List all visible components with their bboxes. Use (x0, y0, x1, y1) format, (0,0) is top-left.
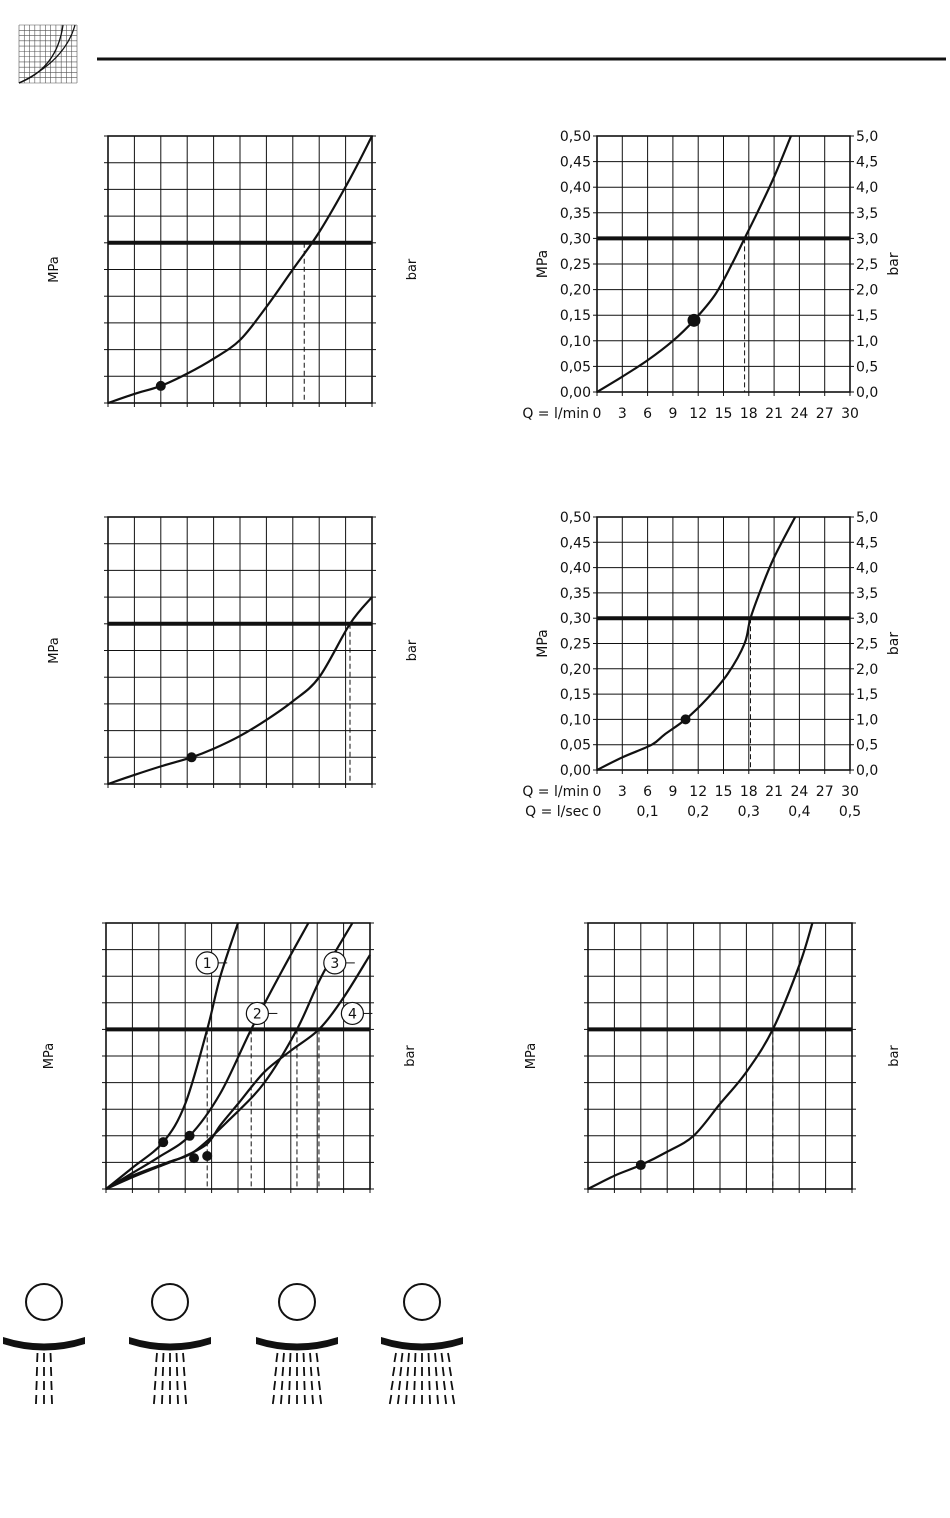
y-tick-label: 0,20 (560, 283, 591, 299)
x2-tick-label: 0,5 (839, 804, 861, 820)
y-tick-label: 0,15 (560, 687, 591, 703)
y2-tick-label: 3,0 (856, 231, 878, 247)
operating-point-marker (636, 1160, 646, 1170)
y-axis-unit-label: MPa (524, 1043, 539, 1069)
water-jet-icon (318, 1367, 319, 1376)
x-tick-label: 3 (618, 784, 627, 800)
water-jet-icon (155, 1367, 156, 1376)
y-axis-unit-label: MPa (535, 629, 551, 657)
y2-tick-label: 0,0 (856, 385, 878, 401)
x-tick-label: 18 (740, 784, 758, 800)
x-tick-label: 30 (841, 784, 859, 800)
x-tick-label: 24 (790, 784, 808, 800)
x-tick-label: 21 (765, 406, 783, 422)
x2-tick-label: 0,2 (687, 804, 709, 820)
water-jet-icon (184, 1367, 185, 1376)
x-tick-label: 27 (816, 406, 834, 422)
y2-tick-label: 0,5 (856, 359, 878, 375)
y2-axis-unit-label: bar (886, 632, 902, 655)
y2-axis-unit-label: bar (405, 258, 420, 280)
y-tick-label: 0,35 (560, 206, 591, 222)
callout-label: 3 (330, 956, 339, 972)
water-jet-icon (393, 1367, 395, 1376)
callout-label: 1 (203, 956, 212, 972)
operating-point-marker (156, 381, 166, 391)
x2-tick-label: 0,3 (738, 804, 760, 820)
icon-curve (19, 25, 63, 83)
water-jet-icon (312, 1395, 313, 1404)
x2-tick-label: 0,4 (788, 804, 810, 820)
y2-axis-unit-label: bar (405, 639, 420, 661)
y-tick-label: 0,25 (560, 637, 591, 653)
header-chart-icon (19, 25, 77, 83)
y-tick-label: 0,05 (560, 738, 591, 754)
x-tick-label: 0 (593, 784, 602, 800)
x-tick-label: 3 (618, 406, 627, 422)
y-tick-label: 0,50 (560, 129, 591, 145)
water-jet-icon (274, 1381, 275, 1390)
water-jet-icon (185, 1395, 186, 1404)
x-tick-label: 18 (740, 406, 758, 422)
y2-tick-label: 4,0 (856, 561, 878, 577)
y2-tick-label: 4,5 (856, 155, 878, 171)
water-jet-icon (154, 1395, 155, 1404)
water-jet-icon (445, 1395, 446, 1404)
y2-tick-label: 4,5 (856, 535, 878, 551)
y-tick-label: 0,40 (560, 561, 591, 577)
water-jet-icon (155, 1381, 156, 1390)
y-tick-label: 0,40 (560, 180, 591, 196)
series-4 (106, 955, 372, 1189)
x2-tick-label: 0,1 (636, 804, 658, 820)
chart-4 (522, 510, 902, 820)
y2-axis-unit-label: bar (403, 1045, 418, 1067)
x2-axis-label: Q = l/sec (525, 804, 589, 820)
operating-point-marker (158, 1137, 168, 1147)
callout-label: 2 (253, 1006, 262, 1022)
y-tick-label: 0,20 (560, 662, 591, 678)
y-tick-label: 0,10 (560, 334, 591, 350)
chart-5 (42, 923, 418, 1193)
y2-tick-label: 2,5 (856, 257, 878, 273)
user-head-icon (26, 1284, 62, 1320)
shower-head-icon (381, 1337, 463, 1351)
water-jet-icon (185, 1381, 186, 1390)
y2-tick-label: 2,5 (856, 637, 878, 653)
water-jet-icon (275, 1367, 276, 1376)
y-tick-label: 0,45 (560, 535, 591, 551)
y-axis-unit-label: MPa (535, 250, 551, 278)
y2-tick-label: 1,0 (856, 712, 878, 728)
y2-tick-label: 0,5 (856, 738, 878, 754)
operating-point-marker (681, 714, 691, 724)
spray-mode-4 (381, 1284, 463, 1404)
water-jet-icon (443, 1367, 444, 1376)
water-jet-icon (444, 1381, 445, 1390)
water-jet-icon (453, 1395, 455, 1404)
x-tick-label: 6 (643, 784, 652, 800)
spray-mode-1 (3, 1284, 85, 1404)
spray-mode-2 (129, 1284, 211, 1404)
y2-tick-label: 1,0 (856, 334, 878, 350)
y-tick-label: 0,10 (560, 712, 591, 728)
y-tick-label: 0,25 (560, 257, 591, 273)
water-jet-icon (390, 1395, 392, 1404)
water-jet-icon (281, 1395, 282, 1404)
user-head-icon (152, 1284, 188, 1320)
operating-point-marker (187, 752, 197, 762)
x-tick-label: 6 (643, 406, 652, 422)
water-jet-icon (407, 1367, 408, 1376)
y2-axis-unit-label: bar (887, 1045, 902, 1067)
x-tick-label: 27 (816, 784, 834, 800)
y-tick-label: 0,00 (560, 385, 591, 401)
water-jet-icon (398, 1395, 399, 1404)
water-jet-icon (273, 1395, 274, 1404)
y2-tick-label: 5,0 (856, 510, 878, 526)
water-jet-icon (282, 1381, 283, 1390)
water-jet-icon (312, 1381, 313, 1390)
y2-axis-unit-label: bar (886, 252, 902, 275)
y2-tick-label: 1,5 (856, 308, 878, 324)
chart-2 (522, 129, 902, 422)
x-tick-label: 0 (593, 406, 602, 422)
spray-mode-3 (256, 1284, 338, 1404)
y2-tick-label: 5,0 (856, 129, 878, 145)
y2-tick-label: 4,0 (856, 180, 878, 196)
user-head-icon (404, 1284, 440, 1320)
shower-head-icon (129, 1337, 211, 1351)
water-jet-icon (400, 1367, 401, 1376)
water-jet-icon (320, 1395, 321, 1404)
y-axis-unit-label: MPa (42, 1043, 57, 1069)
water-jet-icon (156, 1353, 157, 1362)
x-tick-label: 30 (841, 406, 859, 422)
y-tick-label: 0,15 (560, 308, 591, 324)
y2-tick-label: 2,0 (856, 283, 878, 299)
water-jet-icon (451, 1381, 453, 1390)
operating-point-marker (185, 1131, 195, 1141)
y-tick-label: 0,35 (560, 586, 591, 602)
operating-point-marker (687, 314, 700, 327)
water-jet-icon (437, 1395, 438, 1404)
x2-tick-label: 0 (593, 804, 602, 820)
y-axis-unit-label: MPa (47, 637, 62, 663)
y2-tick-label: 3,5 (856, 206, 878, 222)
x-tick-label: 9 (668, 406, 677, 422)
water-jet-icon (311, 1367, 312, 1376)
x-tick-label: 24 (790, 406, 808, 422)
x-tick-label: 12 (689, 406, 707, 422)
chart-3 (47, 517, 420, 788)
x-axis-label: Q = l/min (522, 784, 589, 800)
y-tick-label: 0,05 (560, 359, 591, 375)
y2-tick-label: 0,0 (856, 763, 878, 779)
y-tick-label: 0,30 (560, 231, 591, 247)
y2-tick-label: 2,0 (856, 662, 878, 678)
y-tick-label: 0,45 (560, 155, 591, 171)
x-tick-label: 21 (765, 784, 783, 800)
water-jet-icon (394, 1353, 396, 1362)
water-jet-icon (407, 1381, 408, 1390)
water-jet-icon (450, 1367, 452, 1376)
water-jet-icon (283, 1353, 284, 1362)
shower-head-icon (3, 1337, 85, 1351)
water-jet-icon (408, 1353, 409, 1362)
user-head-icon (279, 1284, 315, 1320)
water-jet-icon (276, 1353, 277, 1362)
x-tick-label: 12 (689, 784, 707, 800)
water-jet-icon (448, 1353, 450, 1362)
y2-tick-label: 1,5 (856, 687, 878, 703)
callout-label: 4 (348, 1006, 357, 1022)
y-axis-unit-label: MPa (47, 256, 62, 282)
water-jet-icon (435, 1353, 436, 1362)
operating-point-marker (202, 1151, 212, 1161)
water-jet-icon (399, 1381, 400, 1390)
water-jet-icon (442, 1353, 443, 1362)
x-tick-label: 9 (668, 784, 677, 800)
water-jet-icon (310, 1353, 311, 1362)
chart-1 (47, 136, 420, 407)
y2-tick-label: 3,5 (856, 586, 878, 602)
water-jet-icon (319, 1381, 320, 1390)
water-jet-icon (391, 1381, 393, 1390)
y2-tick-label: 3,0 (856, 611, 878, 627)
y-tick-label: 0,00 (560, 763, 591, 779)
x-tick-label: 15 (715, 784, 733, 800)
water-jet-icon (183, 1353, 184, 1362)
y-tick-label: 0,30 (560, 611, 591, 627)
chart-6 (524, 923, 902, 1193)
y-tick-label: 0,50 (560, 510, 591, 526)
water-jet-icon (437, 1381, 438, 1390)
x-axis-label: Q = l/min (522, 406, 589, 422)
x-tick-label: 15 (715, 406, 733, 422)
shower-head-icon (256, 1337, 338, 1351)
water-jet-icon (282, 1367, 283, 1376)
water-jet-icon (406, 1395, 407, 1404)
water-jet-icon (317, 1353, 318, 1362)
water-jet-icon (401, 1353, 402, 1362)
water-jet-icon (436, 1367, 437, 1376)
